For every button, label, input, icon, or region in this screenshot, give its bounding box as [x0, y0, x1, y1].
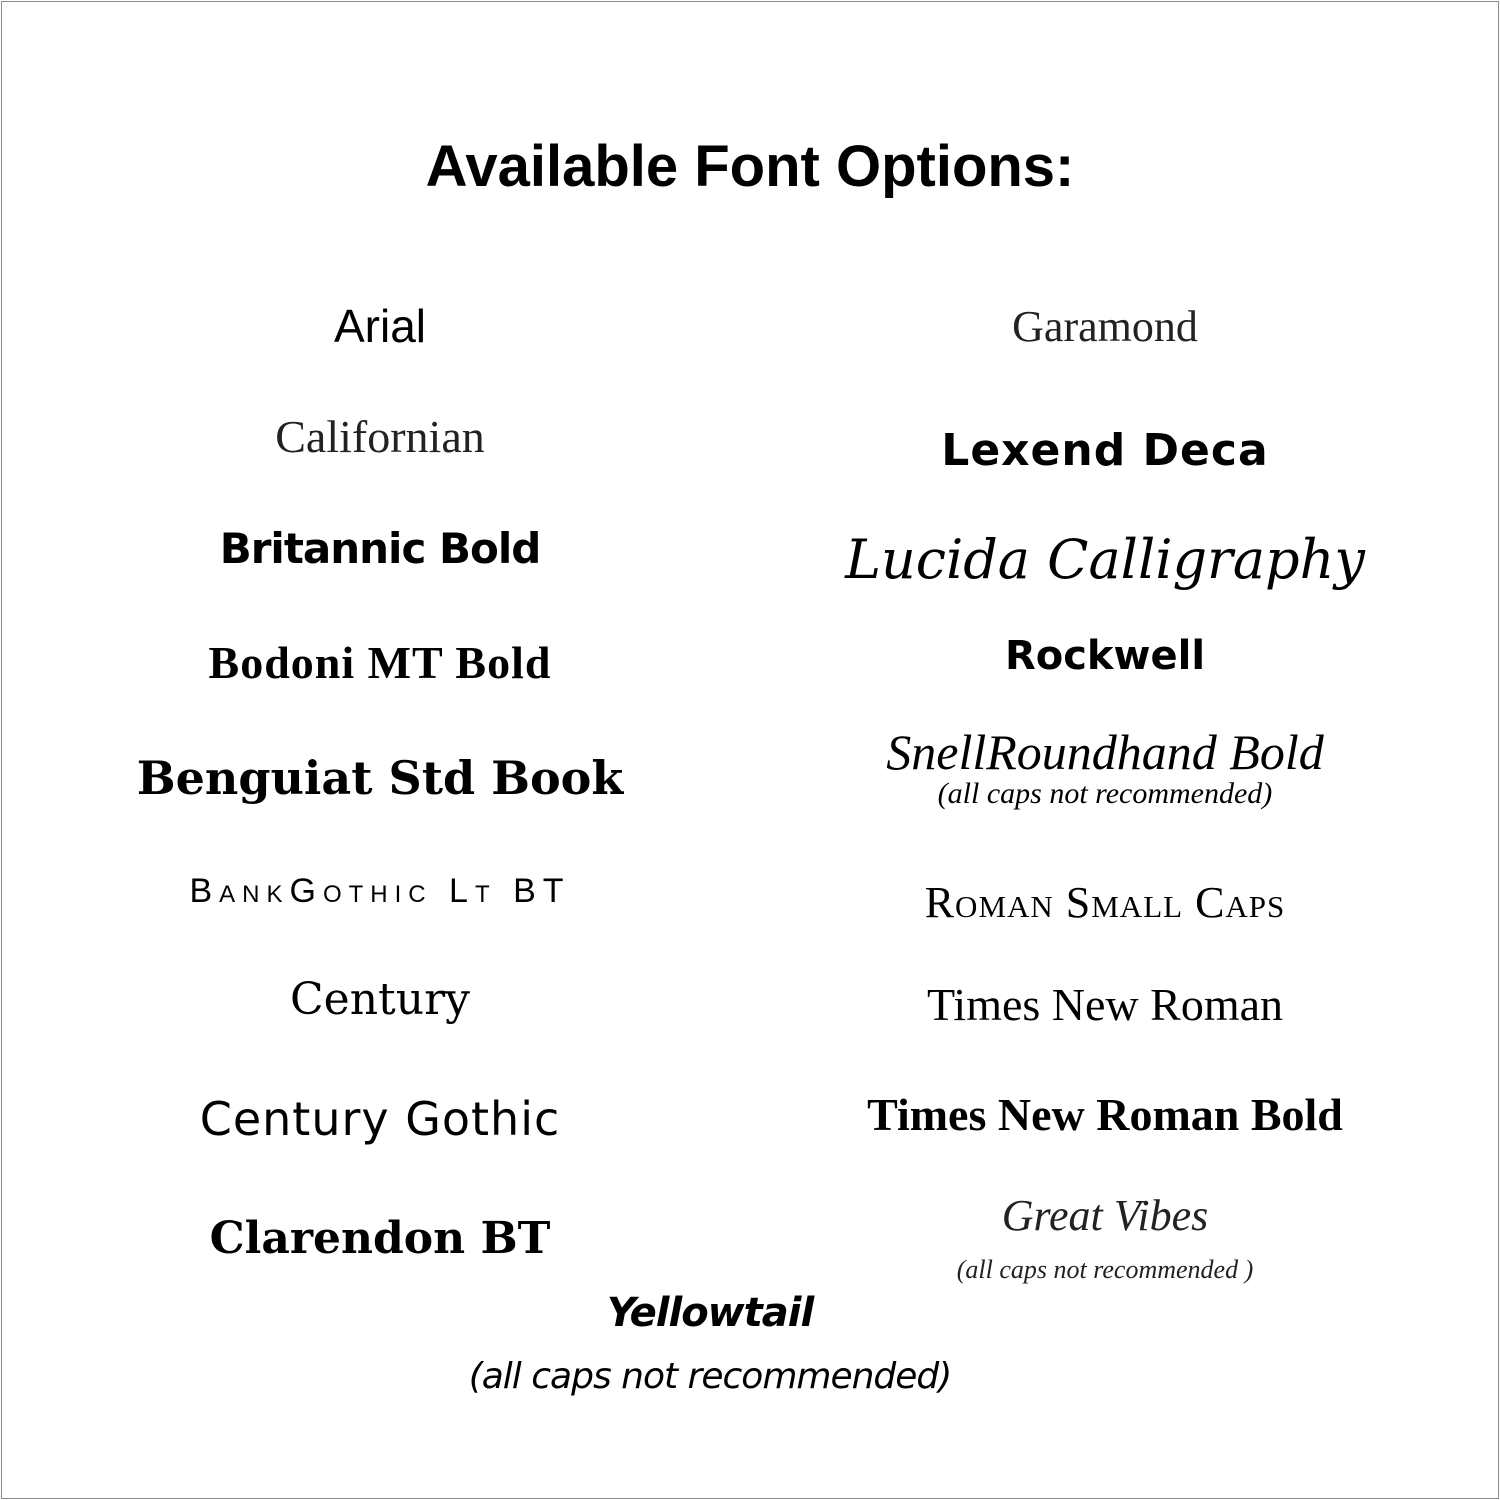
font-option-great-vibes: Great Vibes [1001, 1191, 1209, 1240]
font-option-lexend-deca: Lexend Deca [941, 425, 1269, 476]
font-option-clarendon-bt: Clarendon BT [209, 1213, 551, 1264]
page-title: Available Font Options: [425, 134, 1075, 199]
font-option-benguiat-std-book: Benguiat Std Book [136, 751, 624, 805]
font-option-californian: Californian [275, 411, 485, 462]
font-option-bodoni-mt-bold: Bodoni MT Bold [208, 637, 552, 688]
font-option-rockwell: Rockwell [1004, 633, 1206, 679]
font-option-arial: Arial [333, 300, 427, 352]
yellowtail-note: (all caps not recommended) [468, 1356, 952, 1397]
font-option-century-gothic: Century Gothic [199, 1092, 561, 1146]
font-option-times-new-roman: Times New Roman [926, 979, 1284, 1030]
snellroundhand-note: (all caps not recommended) [937, 777, 1273, 810]
great-vibes-note: (all caps not recommended ) [956, 1255, 1254, 1284]
font-option-yellowtail: Yellowtail [606, 1290, 814, 1336]
font-option-roman-small-caps: Roman Small Caps [924, 878, 1286, 927]
font-option-snellroundhand-bold: SnellRoundhand Bold [886, 724, 1324, 780]
font-option-britannic-bold: Britannic Bold [219, 524, 541, 573]
font-option-garamond: Garamond [1012, 302, 1198, 351]
font-option-times-new-roman-bold: Times New Roman Bold [867, 1089, 1343, 1140]
font-option-century: Century [290, 974, 470, 1025]
font-option-bankgothic-lt-bt: BankGothic Lt BT [189, 872, 571, 910]
font-option-lucida-calligraphy: Lucida Calligraphy [845, 528, 1365, 591]
